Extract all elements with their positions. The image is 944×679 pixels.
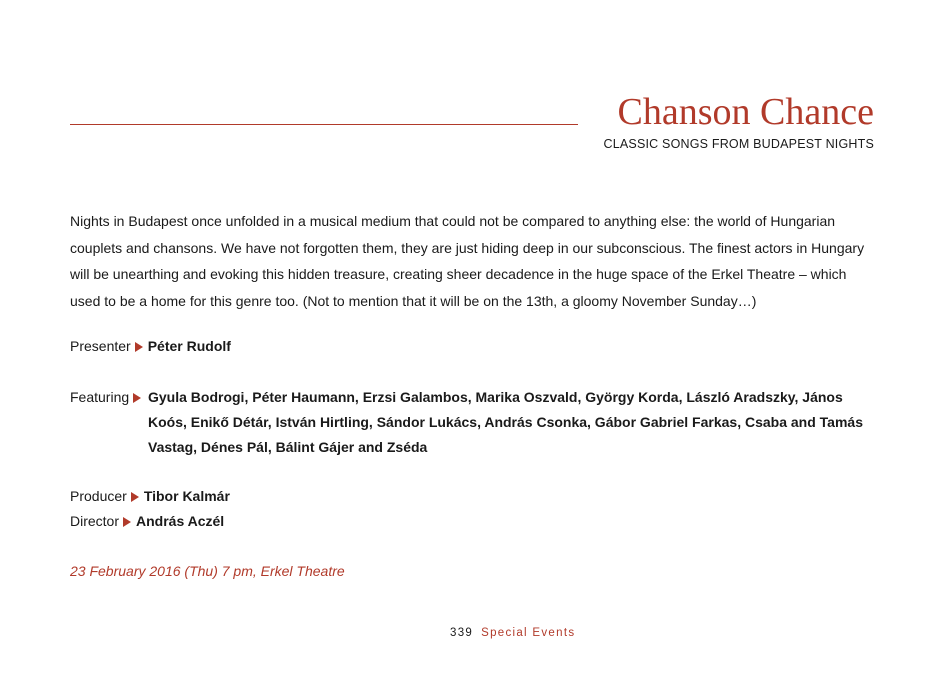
event-date: 23 February 2016 (Thu) 7 pm, Erkel Theatre xyxy=(70,563,345,579)
arrow-right-icon xyxy=(131,492,139,502)
presenter-line xyxy=(70,334,231,359)
page-title: Chanson Chance xyxy=(617,91,874,133)
title-rule xyxy=(70,124,578,125)
producer-name: Tibor Kalmár xyxy=(143,488,230,504)
presenter-name: Péter Rudolf xyxy=(147,338,231,354)
producer-line xyxy=(70,484,230,509)
featuring-names: Gyula Bodrogi, Péter Haumann, Erzsi Galambos, Marika Oszvald, György Korda, László Aradszky, János Koós, Enikő Détár, István Hirtling, Sándor Lukács, András Csonka, Gábor Gabriel Farkas, Csaba and Tamás Vastag, Dénes Pál, Bálint Gájer and Zséda xyxy=(148,389,863,455)
page-subtitle: CLASSIC SONGS FROM BUDAPEST NIGHTS xyxy=(603,137,874,151)
presenter-label: Presenter xyxy=(70,338,131,354)
page-number: 339 xyxy=(450,627,474,639)
featuring-label: Featuring xyxy=(70,389,130,405)
section-name: Special Events xyxy=(481,627,576,639)
page-footer xyxy=(450,627,575,639)
director-label: Director xyxy=(70,513,120,529)
arrow-right-icon xyxy=(133,393,141,403)
producer-label: Producer xyxy=(70,488,127,504)
arrow-right-icon xyxy=(123,517,131,527)
director-name: András Aczél xyxy=(136,513,225,529)
arrow-right-icon xyxy=(135,342,143,352)
featuring-block xyxy=(70,385,880,460)
director-line xyxy=(70,509,224,534)
description-paragraph: Nights in Budapest once unfolded in a musical medium that could not be compared to anything else: the world of Hungarian couplets and chansons. We have not forgotten them, they are just hiding deep in our subconscious. The finest actors in Hungary will be unearthing and evoking this hidden treasure, creating sheer decadence in the huge space of the Erkel Theatre – which used to be a home for this genre too. (Not to mention that it will be on the 13th, a gloomy November Sunday…) xyxy=(70,213,865,309)
